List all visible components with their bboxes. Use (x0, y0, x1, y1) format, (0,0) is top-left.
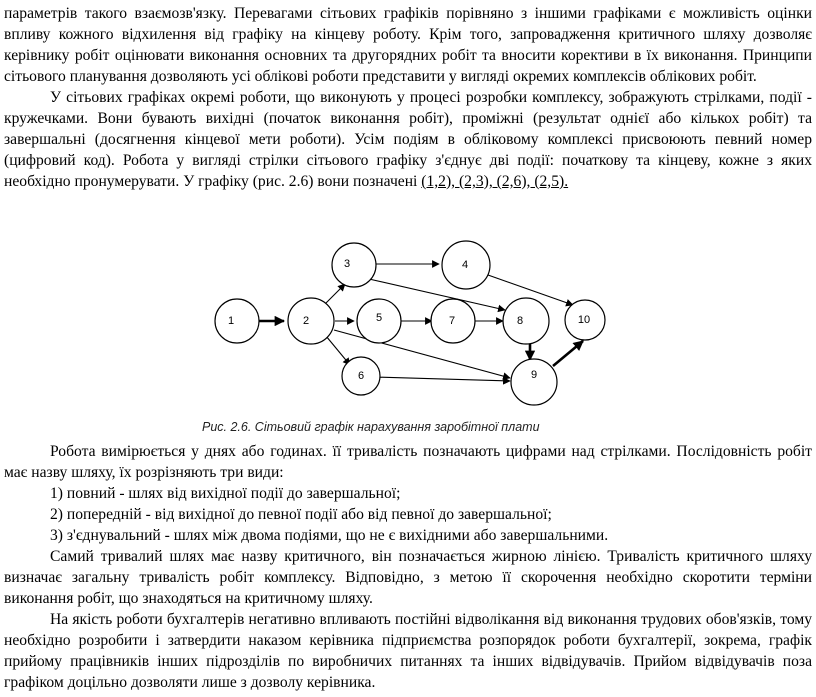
figure-caption: Рис. 2.6. Сітьовий графік нарахування заробітної плати (202, 420, 540, 434)
event-node-2 (288, 298, 334, 344)
event-node-label: 10 (577, 313, 591, 326)
event-node-6 (342, 357, 380, 395)
event-node-10 (565, 300, 605, 340)
event-node-label: 4 (461, 258, 469, 271)
event-node-label: 8 (516, 314, 524, 327)
event-node-9 (511, 359, 557, 405)
event-node-label: 6 (357, 369, 365, 382)
event-node-1 (215, 299, 259, 343)
event-node-4 (442, 241, 490, 289)
paragraph-critical-path: Самий тривалий шлях має назву критичного, він позначається жирною лінією. Тривалість критичного шляху визначає загальну тривалість робіт комплексу. Відповідно, з метою її скорочення необхідно скоротити терміни виконання робіт, що знаходяться на критичному шляху. (4, 548, 812, 607)
top-text-block (4, 3, 812, 192)
event-node-5 (357, 299, 401, 343)
event-node-label: 7 (448, 314, 456, 327)
path-type-connecting: 3) з'єднувальний - шлях між двома подіями, що не є вихідними або завершальними. (50, 527, 609, 544)
edge-2-3 (325, 284, 345, 304)
path-type-preliminary: 2) попередній - від вихідної до певної події або від певної до завершальної; (50, 506, 552, 523)
event-node-label: 2 (302, 314, 310, 327)
paragraph-work-measurement: Робота вимірюється у днях або годинах. її тривалість позначають цифрами над стрілками. Послідовність робіт має назву шляху, їх розрізняють три види: (4, 443, 812, 481)
event-node-8 (503, 298, 549, 344)
bottom-text-block (4, 441, 812, 693)
edge-6-9 (373, 377, 510, 381)
event-node-3 (332, 243, 376, 287)
paragraph-network-graphs-text: У сітьових графіках окремі роботи, що виконують у процесі розробки комплексу, зображують стрілками, події - кружечками. Вони бувають вихідні (початок виконання робіт), проміжні (результат однієї або кількох робіт) та завершальні (досягнення кінцевої мети роботи). Усім подіям в обліковому комплексі присвоюють певний номер (цифровий код). Робота у вигляді стрілки сітьового графіку з'єднує дві події: початкову та кінцеву, кожне з яких необхідно пронумерувати. У графіку (рис. 2.6) вони позначені (4, 89, 812, 190)
network-diagram (0, 240, 816, 445)
event-node-label: 1 (227, 314, 235, 327)
paragraph-accountants-schedule: На якість роботи бухгалтерів негативно впливають постійні відволікання від виконання трудових обов'язків, тому необхідно розробити і затвердити наказом керівника підприємства розпорядок роботи бухгалтерії, зокрема, графік прийому працівників інших підрозділів по виробничих питаннях та інших відвідувачів. Прийом відвідувачів поза графіком доцільно дозволяти лише з дозволу керівника. (4, 611, 812, 691)
path-type-full: 1) повний - шлях від вихідної події до завершальної; (50, 485, 401, 502)
paragraph-network-graphs (4, 87, 812, 192)
paragraph-intro: параметрів такого взаємозв'язку. Перевагами сітьових графіків порівняно з іншими графіками є можливість оцінки впливу кожного відхилення від графіку на кінцеву роботу. Крім того, запровадження критичного шляху дозволяє керівнику робіт оцінювати виконання основних та другорядних робіт та вносити корективи в їх виконання. Принципи сітьового планування дозволяють усі облікові роботи представити у вигляді окремих комплексів облікових робіт. (4, 5, 812, 85)
edge-2-6 (326, 336, 350, 365)
edge-9-10 (553, 341, 583, 366)
underlined-event-pairs: (1,2), (2,3), (2,6), (2,5). (421, 173, 569, 190)
event-node-label: 5 (375, 311, 383, 324)
event-node-label: 9 (530, 368, 538, 381)
event-node-label: 3 (343, 257, 351, 270)
event-node-7 (431, 299, 475, 343)
